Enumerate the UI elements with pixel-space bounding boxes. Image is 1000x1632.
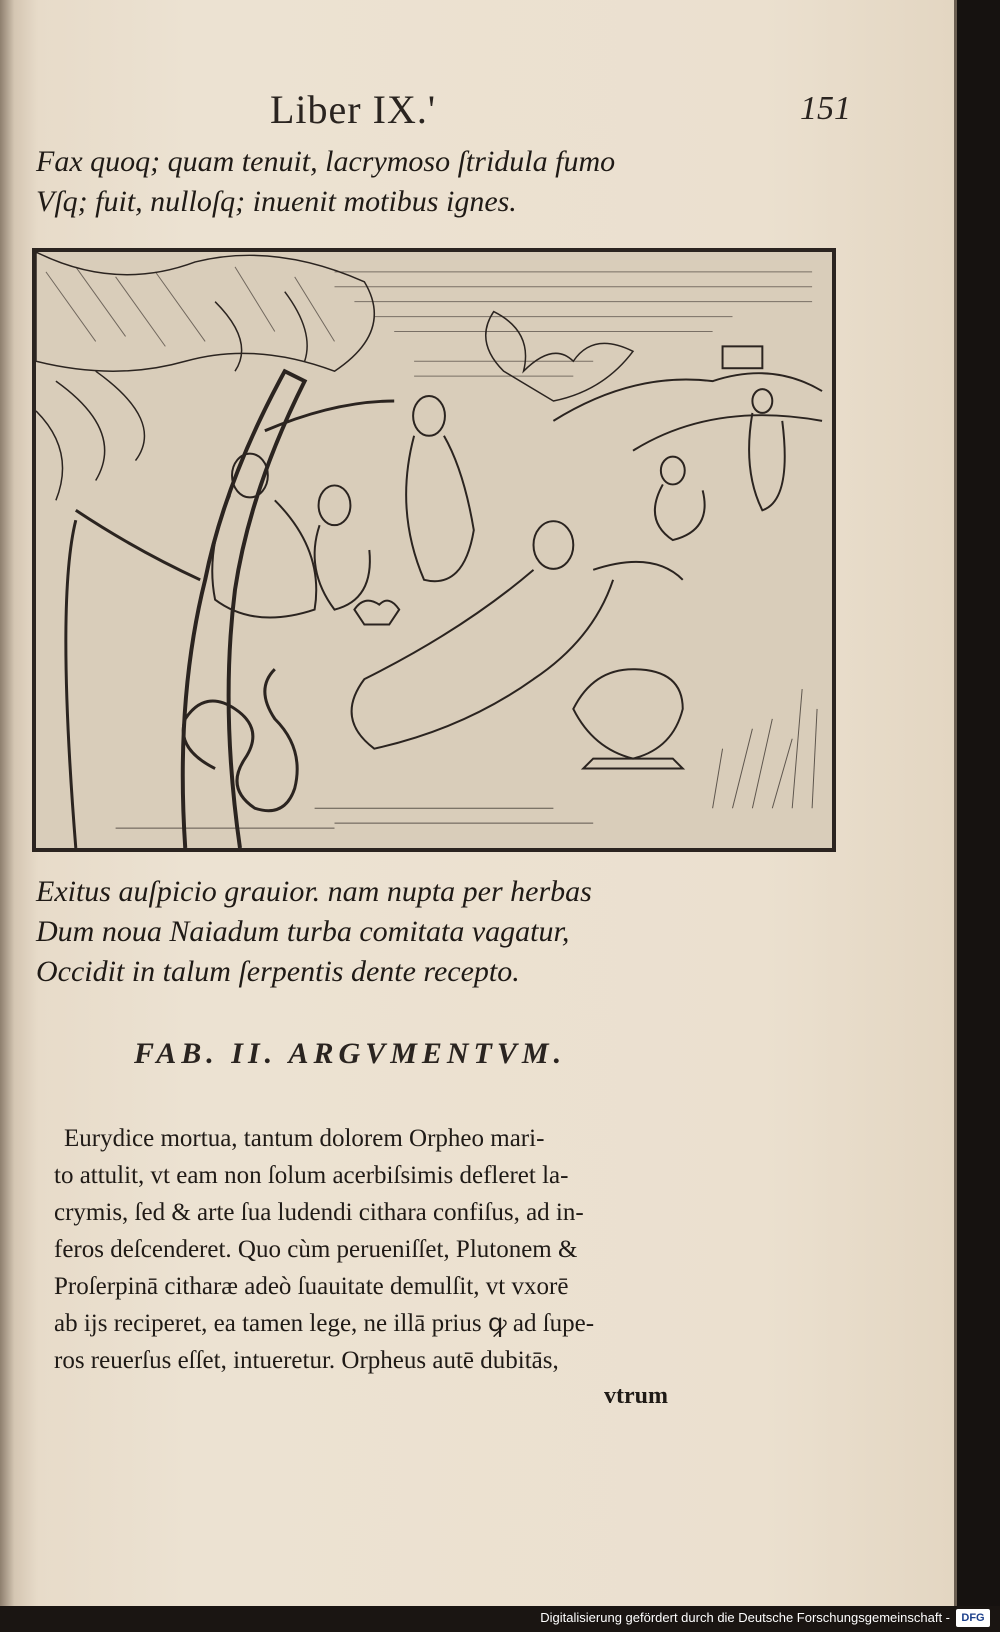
prose-line: to attulit, vt eam non ſolum acerbiſsimis defleret la- bbox=[54, 1162, 569, 1189]
page-header bbox=[0, 86, 957, 136]
page-gutter-shadow bbox=[0, 0, 14, 1606]
dfg-logo: DFG bbox=[956, 1609, 990, 1627]
verse-block-bottom bbox=[36, 872, 592, 992]
verse-line: Vſq; fuit, nulloſq; inuenit motibus ignes. bbox=[36, 185, 517, 218]
prose-line: Eurydice mortua, tantum dolorem Orpheo mari- bbox=[64, 1125, 545, 1152]
woodcut-drawing bbox=[36, 252, 832, 848]
verse-block-top bbox=[36, 142, 615, 222]
verse-line: Fax quoq; quam tenuit, lacrymoso ſtridula fumo bbox=[36, 145, 616, 178]
prose-line: Proſerpinā citharæ adeò ſuauitate demulſit, vt vxorē bbox=[54, 1273, 569, 1300]
running-head: Liber IX.' bbox=[270, 87, 437, 132]
prose-line: ros reuerſus eſſet, intueretur. Orpheus autē dubitās, bbox=[54, 1347, 559, 1374]
woodcut-illustration bbox=[32, 248, 836, 852]
folio-number: 151 bbox=[800, 90, 851, 127]
funding-credit: Digitalisierung gefördert durch die Deutsche Forschungsgemeinschaft - bbox=[540, 1610, 950, 1625]
prose-line: feros deſcenderet. Quo cùm perueniſſet, Plutonem & bbox=[54, 1236, 578, 1263]
verse-line: Dum noua Naiadum turba comitata vagatur, bbox=[36, 915, 570, 948]
fable-heading-text: FAB. II. ARGVMENTVM. bbox=[134, 1037, 567, 1070]
prose-line: crymis, ſed & arte ſua ludendi cithara confiſus, ad in- bbox=[54, 1199, 584, 1226]
argument-text bbox=[54, 1120, 594, 1379]
verse-line: Occidit in talum ſerpentis dente recepto. bbox=[36, 955, 520, 988]
catchword: vtrum bbox=[604, 1383, 668, 1409]
prose-line: ab ijs reciperet, ea tamen lege, ne illā prius ꝙ ad ſupe- bbox=[54, 1310, 595, 1337]
verse-line: Exitus auſpicio grauior. nam nupta per herbas bbox=[36, 875, 592, 908]
footer-bar bbox=[0, 1606, 1000, 1632]
